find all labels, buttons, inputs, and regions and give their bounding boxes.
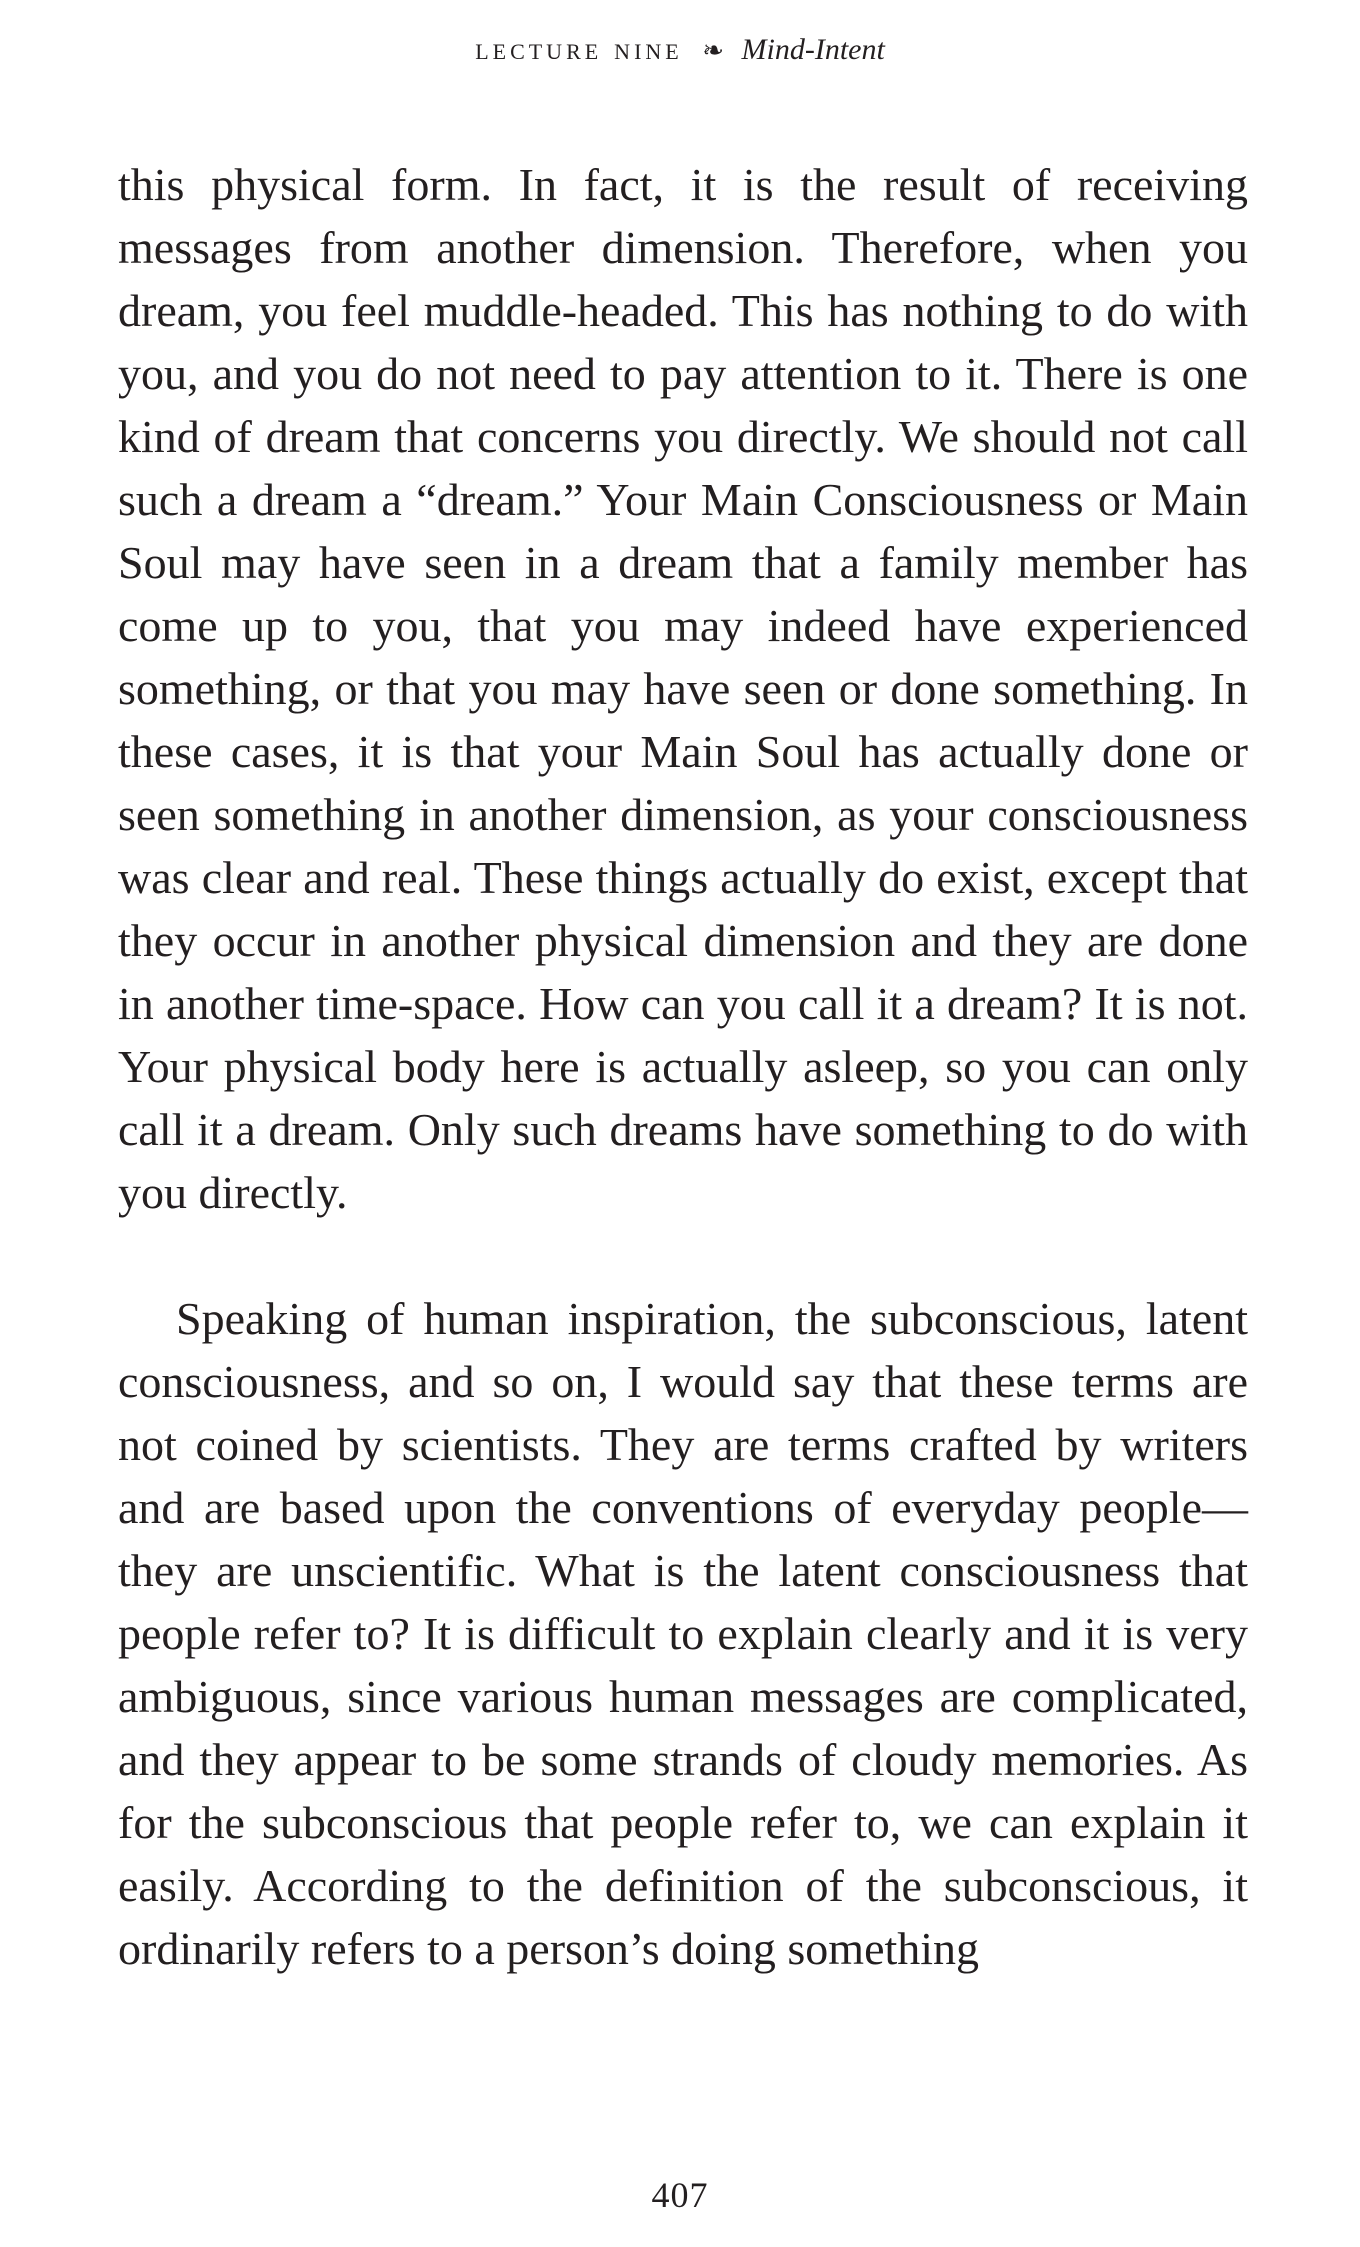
body-text [118,153,1248,1980]
fleuron-icon: ❧ [702,36,725,65]
running-head [0,28,1360,71]
page-number: 407 [651,2175,709,2215]
running-head-chapter-title: Mind-Intent [741,33,885,66]
running-head-section: lecture nine [475,30,683,66]
paragraph: Speaking of human inspiration, the subconscious, latent consciousness, and so on, I would say that these terms are not coined by scientists. They are terms crafted by writers and are based upon the conventions of everyday people—they are unscientific. What is the latent consciousness that people refer to? It is difficult to explain clearly and it is very ambiguous, since various human messages are complicated, and they appear to be some strands of cloudy memories. As for the subconscious that people refer to, we can explain it easily. According to the definition of the subconscious, it ordinarily refers to a person’s doing something [118,1293,1248,1974]
paragraph-continued: this physical form. In fact, it is the result of receiving messages from another dimension. Therefore, when you dream, you feel muddle-headed. This has nothing to do with you, and you do not need to pay attention to it. There is one kind of dream that concerns you directly. We should not call such a dream a “dream.” Your Main Consciousness or Main Soul may have seen in a dream that a family member has come up to you, that you may indeed have experienced something, or that you may have seen or done something. In these cases, it is that your Main Soul has actually done or seen something in another dimension, as your consciousness was clear and real. These things actually do exist, except that they occur in another physical dimension and they are done in another time-space. How can you call it a dream? It is not. Your physical body here is actually asleep, so you can only call it a dream. Only such dreams have something to do with you directly. [118,159,1248,1218]
